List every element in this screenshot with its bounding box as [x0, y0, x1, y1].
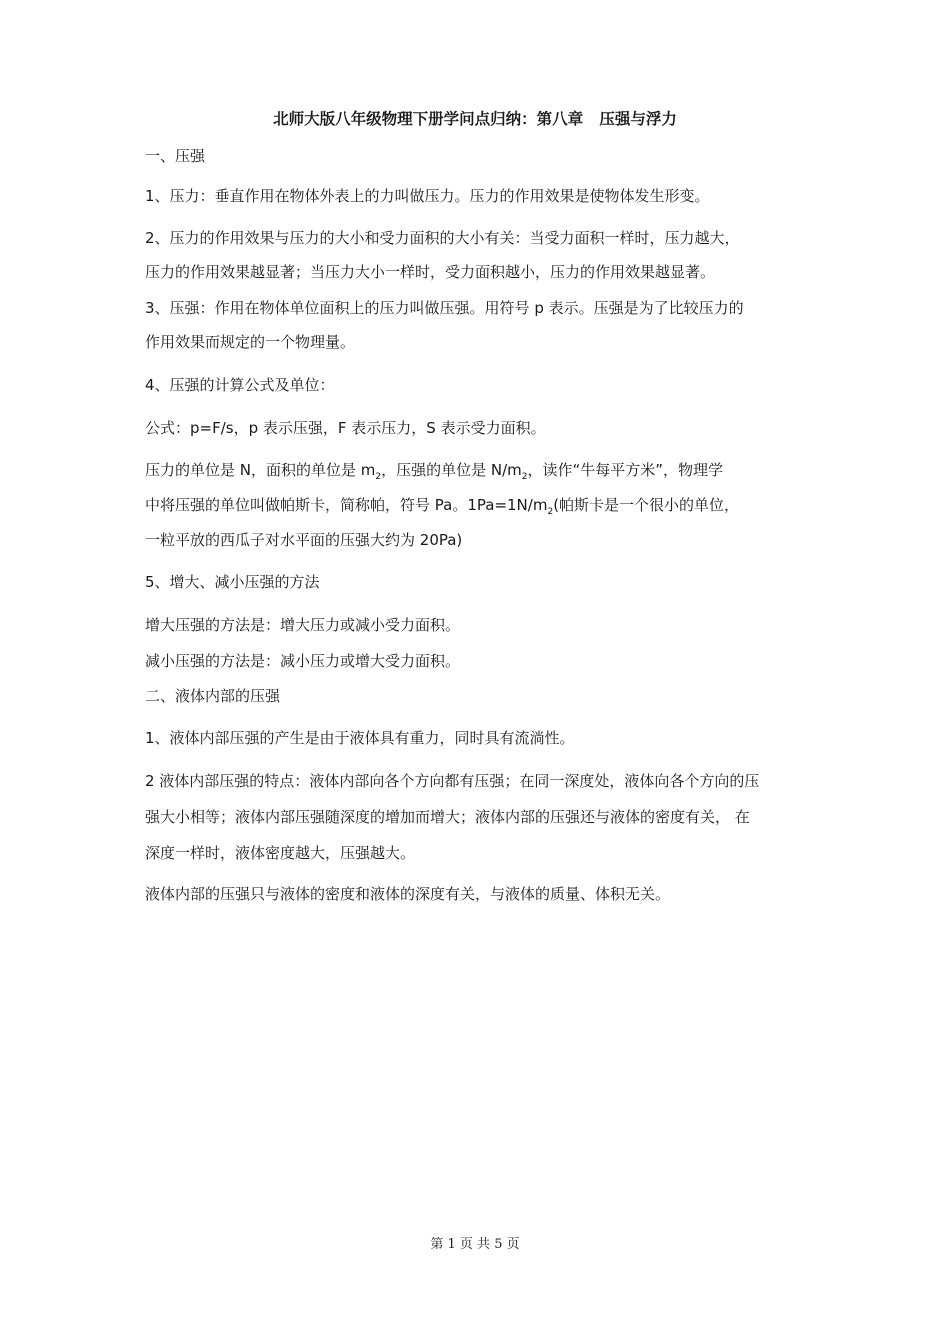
page-footer: 第 1 页 共 5 页 [430, 1237, 520, 1252]
unit-line1-c: ，读作“牛每平方米”，物理学 [527, 461, 724, 479]
section2-heading: 二、液体内部的压强 [145, 687, 281, 705]
unit-line2-b: (帕斯卡是一个很小的单位， [553, 496, 740, 514]
formula-line: 公式：p=F/s，p 表示压强，F 表示压力，S 表示受力面积。 [145, 419, 546, 437]
page-title: 北师大版八年级物理下册学问点归纳：第八章 压强与浮力 [273, 110, 677, 128]
subscript-2: 2 [521, 472, 528, 482]
section2-para2-line3: 深度一样时，液体密度越大，压强越大。 [145, 844, 416, 862]
unit-line2 [145, 495, 739, 518]
section1-para2-line1: 2、压力的作用效果与压力的大小和受力面积的大小有关：当受力面积一样时，压力越大， [145, 229, 740, 247]
section1-para5: 5、增大、减小压强的方法 [145, 573, 320, 591]
unit-line1-a: 压力的单位是 N，面积的单位是 m [145, 461, 376, 479]
subscript-2: 2 [547, 507, 554, 517]
unit-line3: 一粒平放的西瓜子对水平面的压强大约为 20Pa) [145, 531, 463, 549]
section2-para1: 1、液体内部压强的产生是由于液体具有重力，同时具有流淌性。 [145, 729, 575, 747]
section1-para1: 1、压力：垂直作用在物体外表上的力叫做压力。压力的作用效果是使物体发生形变。 [145, 187, 710, 205]
unit-line1-b: ，压强的单位是 N/m [381, 461, 522, 479]
section1-heading: 一、压强 [145, 147, 206, 165]
section2-para2-line2: 强大小相等；液体内部压强随深度的增加而增大；液体内部的压强还与液体的密度有关， 在 [145, 808, 750, 826]
subscript-2: 2 [375, 472, 382, 482]
section1-para3-line2: 作用效果而规定的一个物理量。 [145, 333, 356, 351]
section1-para4: 4、压强的计算公式及单位： [145, 376, 335, 394]
unit-line1 [145, 460, 723, 483]
decrease-pressure-method: 减小压强的方法是：减小压力或增大受力面积。 [145, 652, 461, 670]
section1-para3-line1: 3、压强：作用在物体单位面积上的压力叫做压强。用符号 p 表示。压强是为了比较压力的 [145, 299, 744, 317]
increase-pressure-method: 增大压强的方法是：增大压力或减小受力面积。 [145, 616, 461, 634]
unit-line2-a: 中将压强的单位叫做帕斯卡，简称帕，符号 Pa。1Pa=1N/m [145, 496, 548, 514]
section2-para2-line1: 2 液体内部压强的特点：液体内部向各个方向都有压强；在同一深度处，液体向各个方向的压 [145, 772, 760, 790]
section1-para2-line2: 压力的作用效果越显著；当压力大小一样时，受力面积越小，压力的作用效果越显著。 [145, 263, 716, 281]
section2-para3: 液体内部的压强只与液体的密度和液体的深度有关，与液体的质量、体积无关。 [145, 885, 671, 903]
